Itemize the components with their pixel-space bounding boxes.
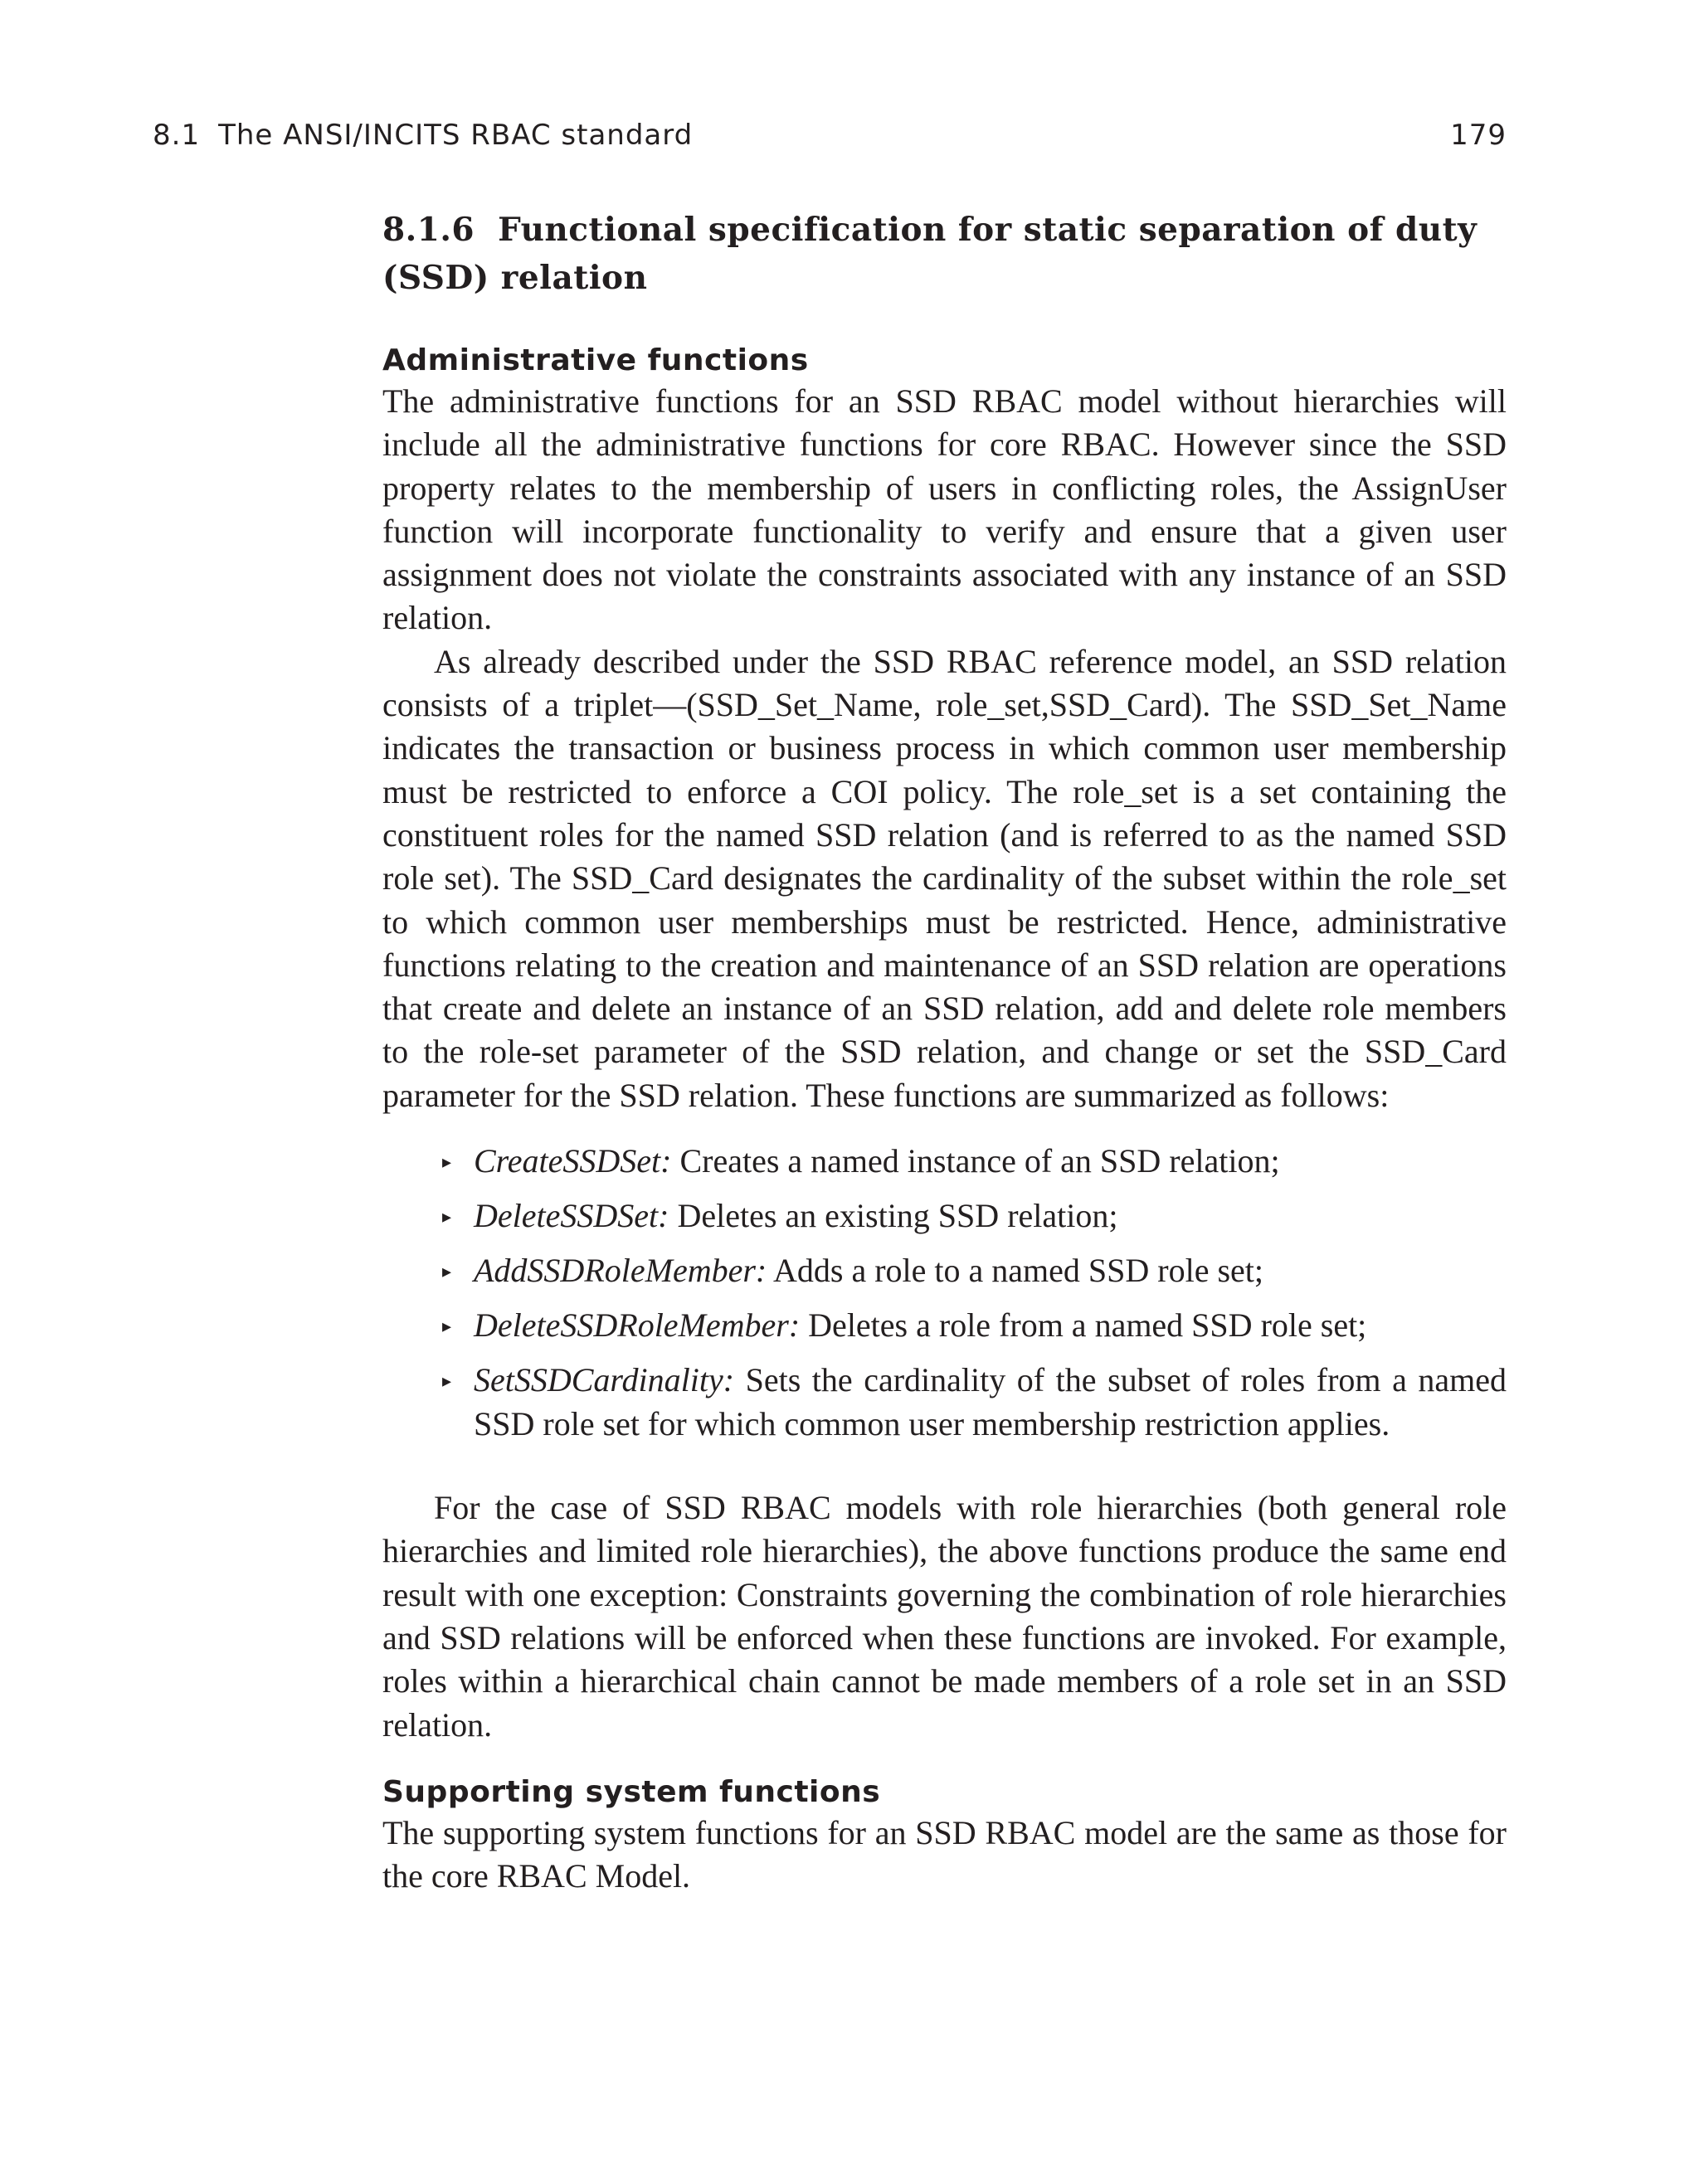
bullet-icon: ▸ [442, 1151, 452, 1173]
function-name: DeleteSSDSet: [474, 1197, 669, 1235]
running-head-section-number: 8.1 [153, 119, 201, 152]
support-paragraph: The supporting system functions for an SSD RBAC model are the same as those for the core RBAC Model. [382, 1813, 1507, 1895]
bullet-icon: ▸ [442, 1206, 452, 1228]
function-description: Creates a named instance of an SSD relation; [671, 1142, 1280, 1180]
list-item [442, 1248, 1507, 1292]
bullet-icon: ▸ [442, 1261, 452, 1282]
running-head-section-title: The ANSI/INCITS RBAC standard [218, 119, 694, 152]
function-description: Deletes a role from a named SSD role set; [800, 1306, 1367, 1345]
function-description: Sets the cardinality of the subset of roles from a named SSD role set for which common user membership restriction applies. [474, 1361, 1507, 1443]
function-name: CreateSSDSet: [474, 1142, 672, 1180]
function-name: DeleteSSDRoleMember: [474, 1306, 801, 1345]
function-description: Deletes an existing SSD relation; [669, 1197, 1118, 1235]
page-body [382, 206, 1507, 1898]
admin-paragraph-2: As already described under the SSD RBAC reference model, an SSD relation consists of a triplet—(SSD_Set_Name, role_set,SSD_Card). The SSD_Set_Name indicates the transaction or business process in which common user membership must be restricted to enforce a COI policy. The role_set is a set containing the constituent roles for the named SSD relation (and is referred to as the named SSD role set). The SSD_Card designates the cardinality of the subset within the role_set to which common user memberships must be restricted. Hence, administrative functions relating to the creation and maintenance of an SSD relation are operations that create and delete an instance of an SSD relation, add and delete role members to the role-set parameter of the SSD relation, and change or set the SSD_Card parameter for the SSD relation. These functions are summarized as follows: [382, 642, 1507, 1114]
function-name: AddSSDRoleMember: [474, 1252, 767, 1290]
supporting-functions-heading: Supporting system functions [382, 1774, 881, 1809]
running-head [153, 119, 1507, 155]
admin-paragraph-1: The administrative functions for an SSD RBAC model without hierarchies will include all the administrative functions for core RBAC. However since the SSD property relates to the membership of users in conflicting roles, the AssignUser function will incorporate functionality to verify and ensure that a given user assignment does not violate the constraints associated with any instance of an SSD relation. [382, 382, 1507, 637]
function-list [382, 1139, 1507, 1446]
list-item [442, 1358, 1507, 1446]
section-number: 8.1.6 [382, 211, 475, 249]
list-item [442, 1194, 1507, 1238]
administrative-functions-heading: Administrative functions [382, 343, 809, 377]
list-item [442, 1139, 1507, 1183]
bullet-icon: ▸ [442, 1370, 452, 1392]
page-number: 179 [1450, 119, 1507, 152]
function-description: Adds a role to a named SSD role set; [767, 1252, 1264, 1290]
function-name: SetSSDCardinality: [474, 1361, 735, 1399]
section-title: Functional specification for static separation of duty (SSD) relation [382, 211, 1477, 297]
section-heading [382, 206, 1507, 302]
admin-paragraph-3: For the case of SSD RBAC models with role hierarchies (both general role hierarchies and limited role hierarchies), the above functions produce the same end result with one exception: Constraints governing the combination of role hierarchies and SSD relations will be enforced when these functions are invoked. For example, roles within a hierarchical chain cannot be made members of a role set in an SSD relation. [382, 1489, 1507, 1744]
bullet-icon: ▸ [442, 1316, 452, 1337]
list-item [442, 1303, 1507, 1347]
